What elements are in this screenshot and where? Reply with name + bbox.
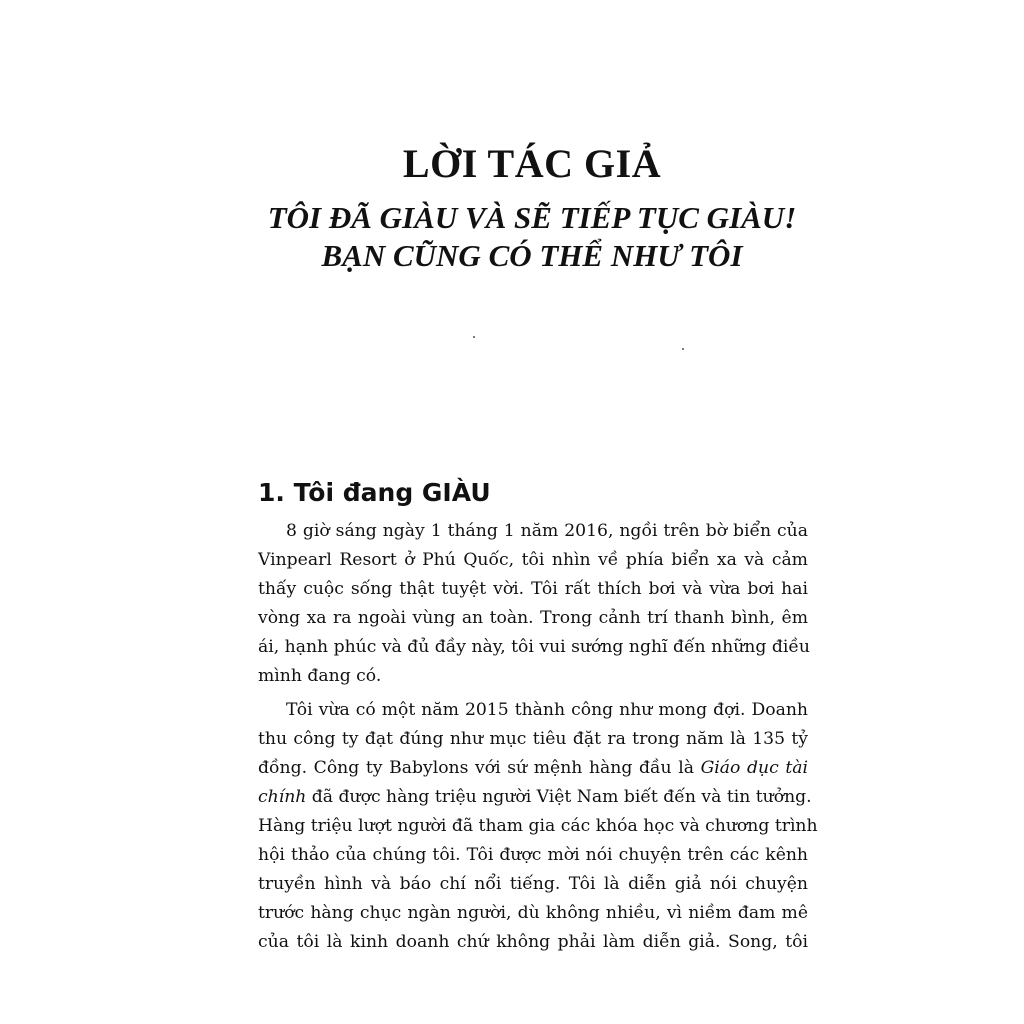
subtitle-line-1: TÔI ĐÃ GIÀU VÀ SẼ TIẾP TỤC GIÀU! bbox=[267, 200, 797, 235]
print-speck bbox=[682, 348, 684, 350]
paragraph-2-line-5: Hàng triệu lượt người đã tham gia các khóa học và chương trình bbox=[258, 816, 818, 836]
paragraph-1-line-5: ái, hạnh phúc và đủ đầy này, tôi vui sướng nghĩ đến những điều bbox=[258, 637, 810, 657]
paragraph-1-line-4: vòng xa ra ngoài vùng an toàn. Trong cảnh trí thanh bình, êm bbox=[258, 608, 808, 628]
paragraph-1-line-1: 8 giờ sáng ngày 1 tháng 1 năm 2016, ngồi trên bờ biển của bbox=[286, 521, 808, 541]
section-heading: 1. Tôi đang GIÀU bbox=[258, 478, 491, 507]
paragraph-2-line-3-text: đồng. Công ty Babylons với sứ mệnh hàng đầu là bbox=[258, 758, 701, 778]
paragraph-2-line-4 bbox=[258, 787, 812, 807]
italic-term-part-1: Giáo dục tài bbox=[700, 758, 808, 778]
paragraph-2-line-2: thu công ty đạt đúng như mục tiêu đặt ra trong năm là 135 tỷ bbox=[258, 729, 808, 749]
print-speck bbox=[473, 336, 475, 338]
paragraph-2-line-1: Tôi vừa có một năm 2015 thành công như mong đợi. Doanh bbox=[286, 700, 808, 720]
page-title: LỜI TÁC GIẢ bbox=[402, 141, 662, 186]
paragraph-1-line-2: Vinpearl Resort ở Phú Quốc, tôi nhìn về phía biển xa và cảm bbox=[258, 550, 808, 570]
subtitle-line-2: BẠN CŨNG CÓ THỂ NHƯ TÔI bbox=[321, 238, 743, 273]
paragraph-2-line-8: trước hàng chục ngàn người, dù không nhiều, vì niềm đam mê bbox=[258, 903, 808, 923]
italic-term-part-2: chính bbox=[258, 787, 307, 807]
paragraph-2-line-9: của tôi là kinh doanh chứ không phải làm diễn giả. Song, tôi bbox=[258, 932, 808, 952]
paragraph-2-line-7: truyền hình và báo chí nổi tiếng. Tôi là diễn giả nói chuyện bbox=[258, 874, 808, 894]
paragraph-2-line-4-text: đã được hàng triệu người Việt Nam biết đến và tin tưởng. bbox=[306, 787, 812, 807]
paragraph-1-line-3: thấy cuộc sống thật tuyệt vời. Tôi rất thích bơi và vừa bơi hai bbox=[258, 579, 808, 599]
paragraph-1-line-6: mình đang có. bbox=[258, 666, 382, 686]
paragraph-2-line-6: hội thảo của chúng tôi. Tôi được mời nói chuyện trên các kênh bbox=[258, 845, 808, 865]
paragraph-2-line-3 bbox=[258, 758, 808, 778]
